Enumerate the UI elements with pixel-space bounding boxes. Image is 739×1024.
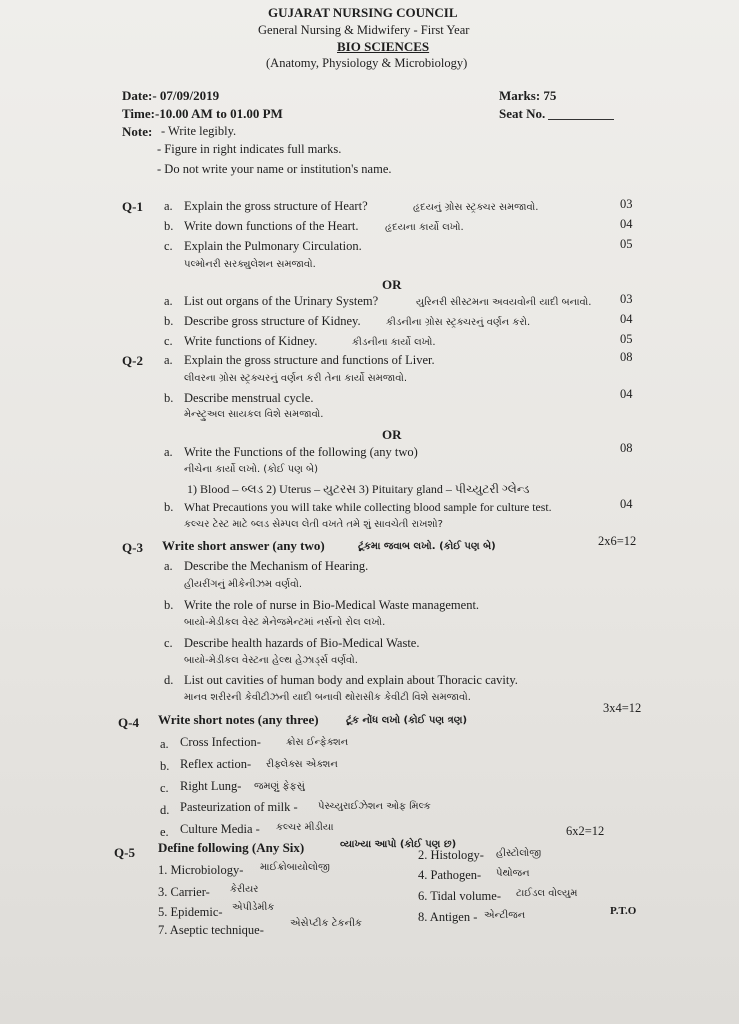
exam-time: Time:-10.00 AM to 01.00 PM bbox=[122, 106, 283, 121]
q1c-gujarati: પલ્મોનરી સરક્યુલેશન સમજાવો. bbox=[184, 259, 316, 270]
q1b2-marks: 04 bbox=[620, 312, 633, 326]
q4d-text: Pasteurization of milk - bbox=[180, 800, 298, 814]
q3b-text: Write the role of nurse in Bio-Medical Waste management. bbox=[184, 598, 480, 612]
q5-item-4: 4. Pathogen- bbox=[418, 868, 482, 882]
q5-item-8: 8. Antigen - bbox=[418, 910, 478, 924]
q2a2-gujarati: નીચેના કાર્યો લખો. (કોઈ પણ બે) bbox=[184, 464, 318, 475]
q1c-prefix: c. bbox=[164, 239, 173, 253]
q2b2-prefix: b. bbox=[164, 500, 174, 514]
exam-date: Date:- 07/09/2019 bbox=[122, 88, 220, 103]
q2b2-gujarati: કલ્ચર ટેસ્ટ માટે બ્લડ સેમ્પલ લેતી વખતે તમે શું સાવચેતી રાખશો? bbox=[184, 519, 443, 530]
q2b2-marks: 04 bbox=[620, 497, 633, 511]
q4e-prefix: e. bbox=[160, 825, 169, 839]
q3d-prefix: d. bbox=[164, 673, 174, 687]
q5-item-2: 2. Histology- bbox=[418, 848, 484, 862]
q4e-text: Culture Media - bbox=[180, 822, 260, 836]
q2a2-text: Write the Functions of the following (any two) bbox=[184, 445, 418, 459]
q3-title-gujarati: ટૂંકમા જવાબ લખો. (કોઈ પણ બે) bbox=[358, 541, 496, 552]
q1b2-text: Describe gross structure of Kidney. bbox=[184, 314, 361, 328]
q1b-text: Write down functions of the Heart. bbox=[184, 219, 359, 233]
seat-line bbox=[548, 119, 614, 120]
q4a-text: Cross Infection- bbox=[180, 735, 261, 749]
q1a2-prefix: a. bbox=[164, 294, 173, 308]
q3d-gujarati: માનવ શરીરની કેવીટીઝની યાદી બનાવી થોરાસીક કેવીટી વિશે સમજાવો. bbox=[184, 692, 471, 703]
q2a2-items: 1) Blood – બ્લડ 2) Uterus – યુટરસ 3) Pituitary gland – પીચ્યુટરી ગ્લેન્ડ bbox=[187, 482, 530, 496]
note-3: - Do not write your name or institution's name. bbox=[157, 162, 392, 176]
q5-item-6: 6. Tidal volume- bbox=[418, 889, 501, 903]
q2a-text: Explain the gross structure and functions of Liver. bbox=[184, 353, 435, 367]
q3c-gujarati: બાયો-મેડીકલ વેસ્ટના હેલ્થ હેઝાર્ડ્સ વર્ણવો. bbox=[184, 655, 358, 666]
q1-label: Q-1 bbox=[122, 199, 143, 214]
note-label: Note: bbox=[122, 124, 153, 139]
q1c2-gujarati: કીડનીના કાર્યો લખો. bbox=[352, 337, 436, 348]
q5-title-gujarati: વ્યાખ્યા આપો (કોઈ પણ છ) bbox=[340, 839, 457, 850]
q2b-prefix: b. bbox=[164, 391, 174, 405]
q3b-prefix: b. bbox=[164, 598, 174, 612]
q5-item-5-gujarati: એપીડેમીક bbox=[232, 902, 275, 913]
q2a-marks: 08 bbox=[620, 350, 633, 364]
q1b-prefix: b. bbox=[164, 219, 174, 233]
council-title: GUJARAT NURSING COUNCIL bbox=[268, 5, 458, 20]
q1b2-gujarati: કીડનીના ગ્રોસ સ્ટ્રક્ચરનું વર્ણન કરો. bbox=[386, 317, 531, 328]
q1b-marks: 04 bbox=[620, 217, 633, 231]
q3a-prefix: a. bbox=[164, 559, 173, 573]
q4c-text: Right Lung- bbox=[180, 779, 242, 793]
q1c2-prefix: c. bbox=[164, 334, 173, 348]
q2b-text: Describe menstrual cycle. bbox=[184, 391, 314, 405]
q5-item-8-gujarati: એન્ટીજન bbox=[484, 910, 526, 921]
q5-marks: 6x2=12 bbox=[566, 824, 605, 838]
q4b-text: Reflex action- bbox=[180, 757, 252, 771]
q4e-gujarati: કલ્ચર મીડીયા bbox=[276, 822, 334, 833]
q5-label: Q-5 bbox=[114, 845, 135, 860]
q4c-gujarati: જમણું ફેફસું bbox=[254, 781, 305, 792]
q1-or: OR bbox=[382, 277, 402, 292]
q2b-marks: 04 bbox=[620, 387, 633, 401]
q4c-prefix: c. bbox=[160, 781, 169, 795]
q2a2-prefix: a. bbox=[164, 445, 173, 459]
q1c2-text: Write functions of Kidney. bbox=[184, 334, 318, 348]
q5-item-4-gujarati: પેથોજન bbox=[496, 868, 530, 879]
q1c-marks: 05 bbox=[620, 237, 633, 251]
q5-item-2-gujarati: હીસ્ટોલોજી bbox=[496, 848, 542, 859]
q3c-prefix: c. bbox=[164, 636, 173, 650]
q5-item-7-gujarati: એસેપ્ટીક ટેકનીક bbox=[290, 918, 362, 929]
q4b-prefix: b. bbox=[160, 759, 170, 773]
q4d-prefix: d. bbox=[160, 803, 170, 817]
q5-title: Define following (Any Six) bbox=[158, 840, 305, 855]
q4a-prefix: a. bbox=[160, 737, 169, 751]
q5-item-5: 5. Epidemic- bbox=[158, 905, 223, 919]
q1a-gujarati: હૃદયનું ગ્રોસ સ્ટ્રક્ચર સમજાવો. bbox=[413, 202, 539, 213]
subject-subtitle: (Anatomy, Physiology & Microbiology) bbox=[266, 56, 468, 70]
q1b2-prefix: b. bbox=[164, 314, 174, 328]
q3-marks: 2x6=12 bbox=[598, 534, 637, 548]
q2a2-marks: 08 bbox=[620, 441, 633, 455]
total-marks: Marks: 75 bbox=[499, 88, 557, 103]
q1a-marks: 03 bbox=[620, 197, 633, 211]
q5-item-7: 7. Aseptic technique- bbox=[158, 923, 264, 937]
q5-item-1: 1. Microbiology- bbox=[158, 863, 244, 877]
q1a2-text: List out organs of the Urinary System? bbox=[184, 294, 379, 308]
note-2: - Figure in right indicates full marks. bbox=[157, 142, 342, 156]
q1a-prefix: a. bbox=[164, 199, 173, 213]
q2b-gujarati: મેન્સ્ટ્રુઅલ સાયકલ વિશે સમજાવો. bbox=[184, 409, 324, 420]
q2a-gujarati: લીવરના ગ્રોસ સ્ટ્રક્ચરનું વર્ણન કરી તેના કાર્યો સમજાવો. bbox=[184, 373, 408, 384]
pto-label: P.T.O bbox=[610, 905, 637, 917]
q4a-gujarati: ક્રોસ ઈન્ફેક્શન bbox=[286, 737, 349, 748]
q4-title-gujarati: ટૂંક નોંધ લખો (કોઈ પણ ત્રણ) bbox=[346, 715, 468, 726]
q4-marks: 3x4=12 bbox=[603, 701, 642, 715]
q4b-gujarati: રીફ્લેક્સ એક્શન bbox=[266, 759, 338, 770]
q5-item-6-gujarati: ટાઈડલ વોલ્યુમ bbox=[516, 888, 578, 899]
course-title: General Nursing & Midwifery - First Year bbox=[258, 23, 470, 37]
note-1: - Write legibly. bbox=[161, 124, 237, 138]
q3c-text: Describe health hazards of Bio-Medical Waste. bbox=[184, 636, 420, 650]
q5-item-3: 3. Carrier- bbox=[158, 885, 210, 899]
q3d-text: List out cavities of human body and explain about Thoracic cavity. bbox=[184, 673, 518, 687]
q3a-text: Describe the Mechanism of Hearing. bbox=[184, 559, 369, 573]
q1b-gujarati: હૃદયના કાર્યો લખો. bbox=[385, 222, 464, 233]
q4d-gujarati: પેસ્ચ્યુરાઈઝેશન ઓફ મિલ્ક bbox=[318, 801, 431, 812]
subject-title: BIO SCIENCES bbox=[337, 39, 430, 54]
q5-item-3-gujarati: કેરીયર bbox=[230, 884, 259, 895]
q1a-text: Explain the gross structure of Heart? bbox=[184, 199, 368, 213]
q3-label: Q-3 bbox=[122, 540, 143, 555]
q4-label: Q-4 bbox=[118, 715, 139, 730]
q3a-gujarati: હીયરીંગનું મીકેનીઝમ વર્ણવો. bbox=[184, 579, 303, 590]
q1a2-marks: 03 bbox=[620, 292, 633, 306]
q4-title: Write short notes (any three) bbox=[158, 712, 319, 727]
q1c-text: Explain the Pulmonary Circulation. bbox=[184, 239, 362, 253]
q1c2-marks: 05 bbox=[620, 332, 633, 346]
q2a-prefix: a. bbox=[164, 353, 173, 367]
q3b-gujarati: બાયો-મેડીકલ વેસ્ટ મેનેજમેન્ટમાં નર્સનો રોલ લખો. bbox=[184, 617, 386, 628]
q2-or: OR bbox=[382, 427, 402, 442]
q5-item-1-gujarati: માઈક્રોબાયોલોજી bbox=[260, 862, 330, 873]
q1a2-gujarati: યુરિનરી સીસ્ટમના અવયવોની યાદી બનાવો. bbox=[416, 297, 592, 308]
q2b2-text: What Precautions you will take while collecting blood sample for culture test. bbox=[184, 500, 552, 514]
q2-label: Q-2 bbox=[122, 353, 143, 368]
seat-label: Seat No. bbox=[499, 106, 546, 121]
q3-title: Write short answer (any two) bbox=[162, 538, 325, 553]
